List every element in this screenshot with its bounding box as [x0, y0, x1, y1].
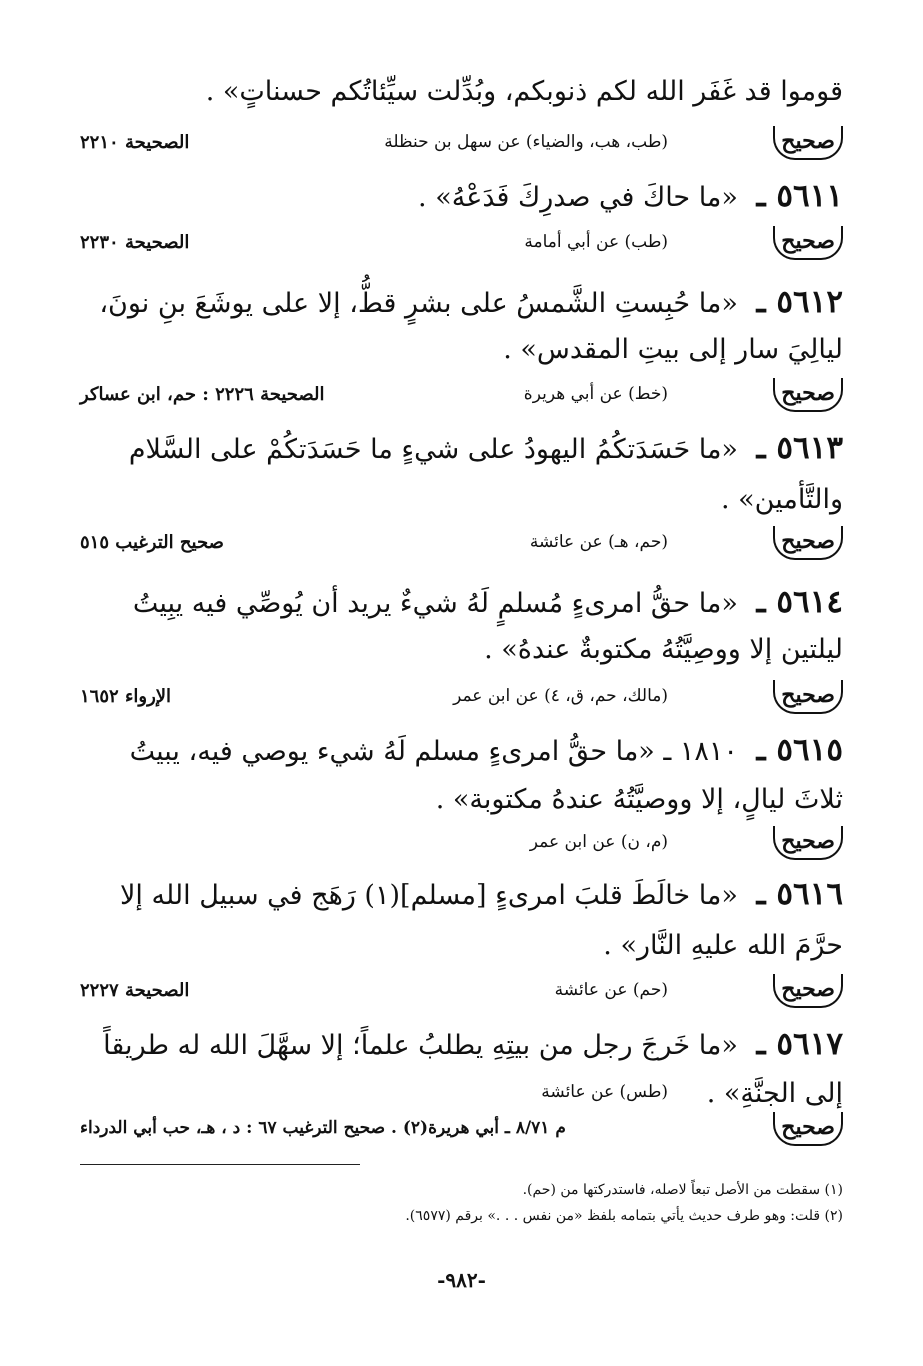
- source-text: (م، ن) عن ابن عمر: [529, 832, 668, 852]
- grade-label: صحيح: [773, 680, 843, 714]
- source-row: [80, 680, 843, 724]
- source-text: (حم) عن عائشة: [554, 980, 668, 1000]
- source-text: (خط) عن أبي هريرة: [523, 384, 668, 404]
- hadith-line: [80, 730, 843, 772]
- page-number: -٩٨٢-: [437, 1268, 486, 1292]
- hadith-text: ليلتين إلا ووصِيَّتُهُ مكتوبةٌ عندهُ» .: [484, 634, 843, 665]
- reference-text: الصحيحة ٢٢٣٠: [80, 232, 190, 253]
- hadith-line: [80, 480, 843, 520]
- hadith-line: [80, 428, 843, 470]
- source-text: (حم، هـ) عن عائشة: [529, 532, 668, 552]
- source-row: [80, 126, 843, 170]
- hadith-line: [80, 630, 843, 670]
- grade-label: صحيح: [773, 1112, 843, 1146]
- source-text: (طس) عن عائشة: [541, 1082, 668, 1102]
- hadith-number: ٥٦١٣ ـ: [756, 430, 843, 466]
- hadith-line: [80, 582, 843, 624]
- hadith-line: [80, 330, 843, 370]
- footnote: (٢) قلت: وهو طرف حديث يأتي بتمامه بلفظ «من نفس . . .» برقم (٦٥٧٧).: [405, 1208, 843, 1224]
- grade-label: صحيح: [773, 126, 843, 160]
- source-text: (طب، هب، والضياء) عن سهل بن حنظلة: [384, 132, 668, 152]
- hadith-text: «ما حَسَدَتكُمُ اليهودُ على شيءٍ ما حَسَدَتكُمْ على السَّلام: [128, 434, 738, 465]
- hadith-number: ٥٦١٢ ـ: [756, 284, 843, 320]
- hadith-text: حرَّمَ الله عليهِ النَّار» .: [603, 930, 843, 961]
- hadith-number: ٥٦١٦ ـ: [756, 876, 843, 912]
- hadith-text: إلى الجنَّةِ» .: [706, 1078, 843, 1109]
- hadith-line: [80, 1024, 843, 1066]
- source-text: (مالك، حم، ق، ٤) عن ابن عمر: [453, 686, 668, 706]
- hadith-line: [80, 780, 843, 820]
- hadith-text: ثلاثَ ليالٍ، إلا ووصيَّتُهُ عندهُ مكتوبة» .: [435, 784, 843, 815]
- hadith-number: ٥٦١١ ـ: [756, 178, 843, 214]
- grade-label: صحيح: [773, 378, 843, 412]
- hadith-line: [80, 874, 843, 916]
- hadith-line: [80, 176, 843, 218]
- hadith-line: [80, 282, 843, 324]
- hadith-text: «ما حقُّ امرىءٍ مُسلمٍ لَهُ شيءٌ يريد أن يُوصِّي فيه يبِيتُ: [132, 588, 738, 619]
- source-row: [80, 226, 843, 270]
- reference-text: الصحيحة ٢٢١٠: [80, 132, 190, 153]
- reference-text: الصحيحة ٢٢٢٧: [80, 980, 190, 1001]
- source-row: [80, 974, 843, 1018]
- footnote-divider: [80, 1164, 360, 1165]
- source-row: [80, 826, 843, 870]
- hadith-line: [80, 72, 843, 112]
- hadith-text: ١٨١٠ ـ «ما حقُّ امرىءٍ مسلم لَهُ شيء يوصي فيه، يبيتُ: [129, 736, 738, 767]
- source-row: [80, 526, 843, 570]
- grade-label: صحيح: [773, 974, 843, 1008]
- hadith-number: ٥٦١٧ ـ: [756, 1026, 843, 1062]
- hadith-number: ٥٦١٤ ـ: [756, 584, 843, 620]
- hadith-text: «ما خالَطَ قلبَ امرىءٍ [مسلم](١) رَهَج في سبيل الله إلا: [120, 880, 738, 911]
- source-row: [80, 378, 843, 422]
- reference-text: صحيح الترغيب ٥١٥: [80, 532, 224, 553]
- reference-text: الإرواء ١٦٥٢: [80, 686, 172, 707]
- grade-label: صحيح: [773, 826, 843, 860]
- source-text: (طب) عن أبي أمامة: [524, 232, 668, 252]
- reference-text: الصحيحة ٢٢٢٦ : حم، ابن عساكر: [80, 384, 325, 405]
- grade-label: صحيح: [773, 526, 843, 560]
- hadith-line: [80, 926, 843, 966]
- footnote: (١) سقطت من الأصل تبعاً لاصله، فاستدركتها من (حم).: [522, 1182, 843, 1198]
- hadith-text: «ما خَرجَ رجل من بيتِهِ يطلبُ علماً؛ إلا سهَّلَ الله له طريقاً: [103, 1030, 738, 1061]
- hadith-text: «ما حاكَ في صدرِكَ فَدَعْهُ» .: [418, 182, 738, 213]
- hadith-text: «ما حُبِستِ الشَّمسُ على بشرٍ قطُّ، إلا على يوشَعَ بنِ نونَ،: [99, 288, 738, 319]
- reference-text: م ٨/٧١ ـ أبي هريرة(٢) . صحيح الترغيب ٦٧ : د ، هـ، حب أبي الدرداء: [80, 1118, 566, 1138]
- grade-label: صحيح: [773, 226, 843, 260]
- hadith-text: قوموا قد غَفَر الله لكم ذنوبكم، وبُدِّلت سيِّئاتُكم حسناتٍ» .: [205, 76, 843, 107]
- hadith-number: ٥٦١٥ ـ: [756, 732, 843, 768]
- hadith-text: ليالِيَ سار إلى بيتِ المقدس» .: [503, 334, 843, 365]
- hadith-line: [80, 1074, 843, 1114]
- hadith-text: والتَّأمين» .: [721, 484, 843, 515]
